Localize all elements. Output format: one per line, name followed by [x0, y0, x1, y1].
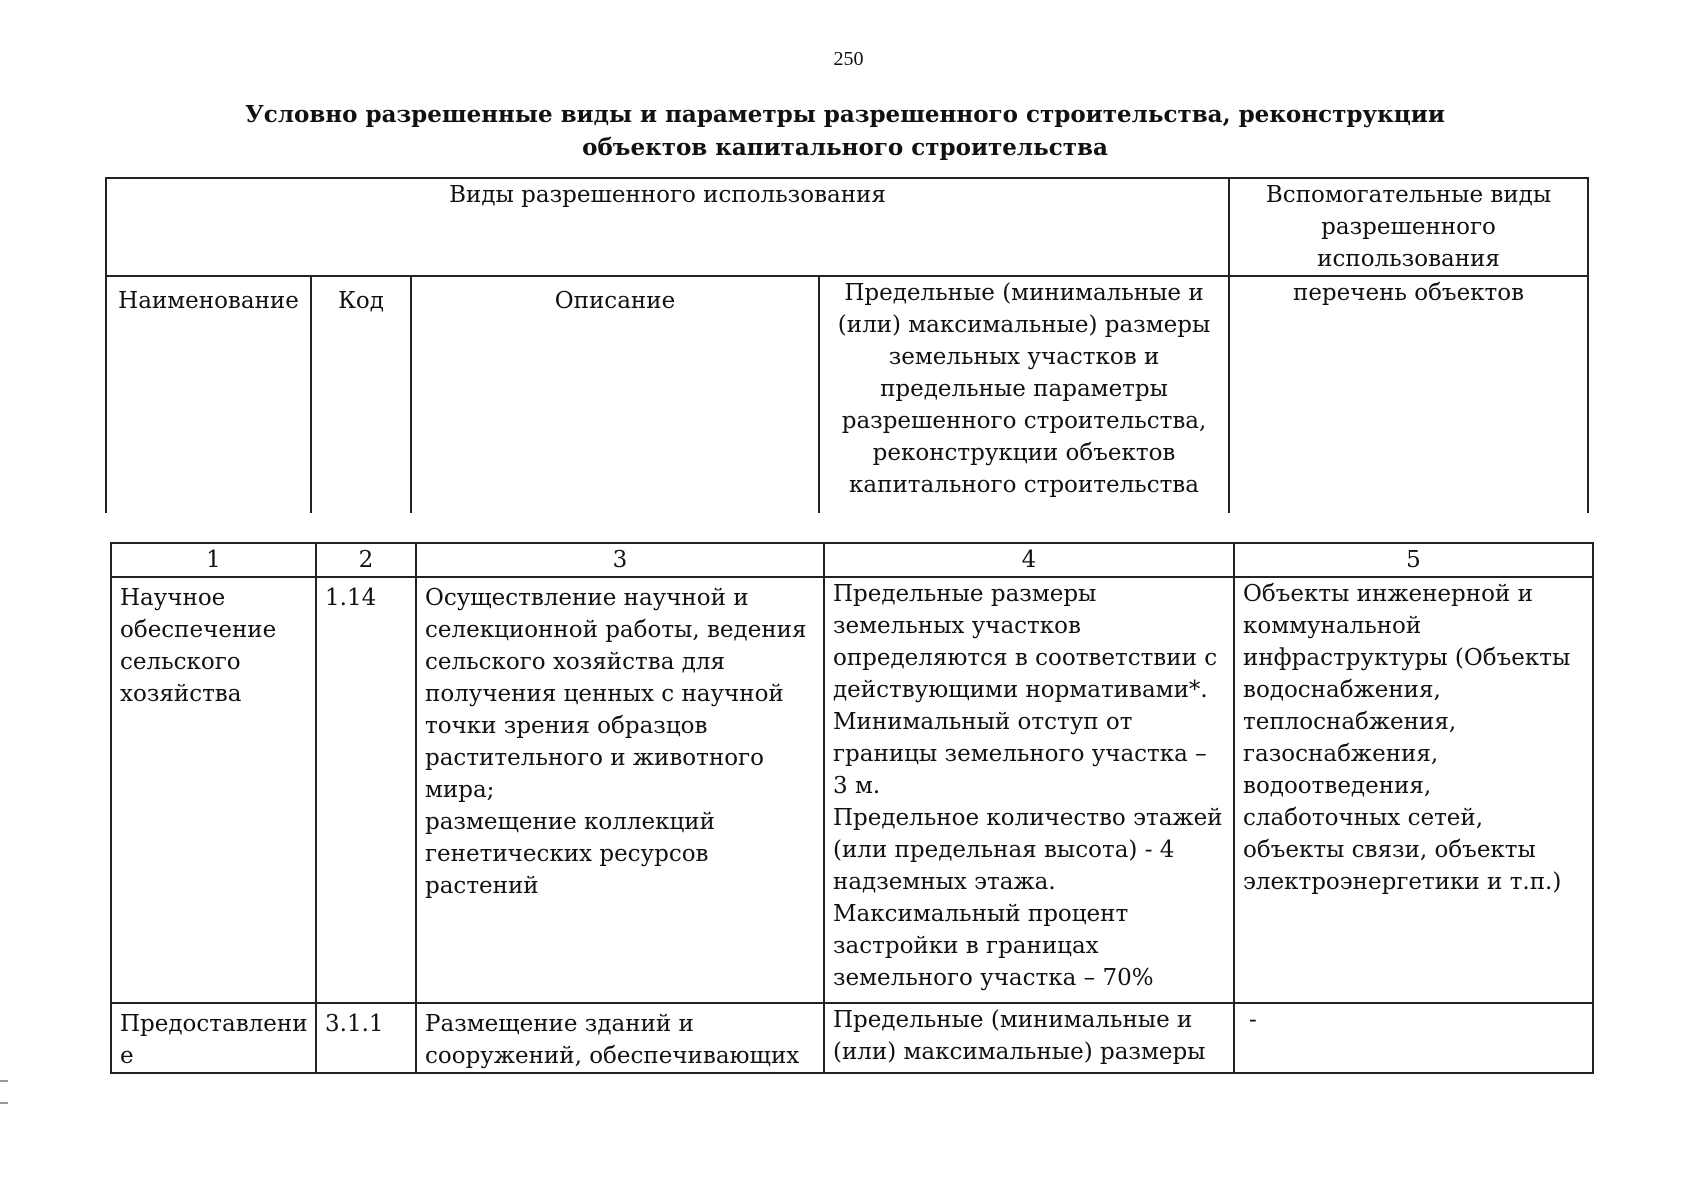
header-col-aux: перечень объектов	[1229, 276, 1588, 513]
row-name: Предоставлени е	[111, 1003, 316, 1073]
column-number-3: 3	[416, 543, 824, 577]
table-header	[105, 177, 1589, 513]
header-main-group: Виды разрешенного использования	[106, 178, 1229, 276]
column-number-1: 1	[111, 543, 316, 577]
header-col-name: Наименование	[106, 276, 311, 513]
document-title: Условно разрешенные виды и параметры разрешенного строительства, реконструкции объектов капитального строительства	[245, 101, 1445, 161]
row-code: 3.1.1	[316, 1003, 416, 1073]
row-aux: -	[1234, 1003, 1593, 1073]
table-row	[111, 577, 1593, 1003]
column-number-row	[111, 543, 1593, 577]
table-body	[110, 542, 1594, 1074]
table-row	[111, 1003, 1593, 1073]
row-code: 1.14	[316, 577, 416, 1003]
header-col-code: Код	[311, 276, 411, 513]
column-number-4: 4	[824, 543, 1234, 577]
row-name: Научное обеспечение сельского хозяйства	[111, 577, 316, 1003]
header-col-params: Предельные (минимальные и (или) максимальные) размеры земельных участков и предельные параметры разрешенного строительства, реконструкции объектов капитального строительства	[819, 276, 1229, 513]
row-description: Осуществление научной и селекционной работы, ведения сельского хозяйства для получения ценных с научной точки зрения образцов растительного и животного мира; размещение коллекций генетических ресурсов растений	[416, 577, 824, 1003]
row-params: Предельные (минимальные и (или) максимальные) размеры	[824, 1003, 1234, 1073]
row-params: Предельные размеры земельных участков определяются в соответствии с действующими нормативами*. Минимальный отступ от границы земельного участка – 3 м. Предельное количество этажей (или предельная высота) - 4 надземных этажа. Максимальный процент застройки в границах земельного участка – 70%	[824, 577, 1234, 1003]
header-aux-group: Вспомогательные виды разрешенного использования	[1229, 178, 1588, 276]
margin-mark	[0, 1080, 8, 1104]
row-aux: Объекты инженерной и коммунальной инфраструктуры (Объекты водоснабжения, теплоснабжения, газоснабжения, водоотведения, слаботочных сетей, объекты связи, объекты электроэнергетики и т.п.)	[1234, 577, 1593, 1003]
page-number: 250	[833, 48, 864, 70]
row-description: Размещение зданий и сооружений, обеспечивающих	[416, 1003, 824, 1073]
column-number-5: 5	[1234, 543, 1593, 577]
column-number-2: 2	[316, 543, 416, 577]
header-col-description: Описание	[411, 276, 819, 513]
